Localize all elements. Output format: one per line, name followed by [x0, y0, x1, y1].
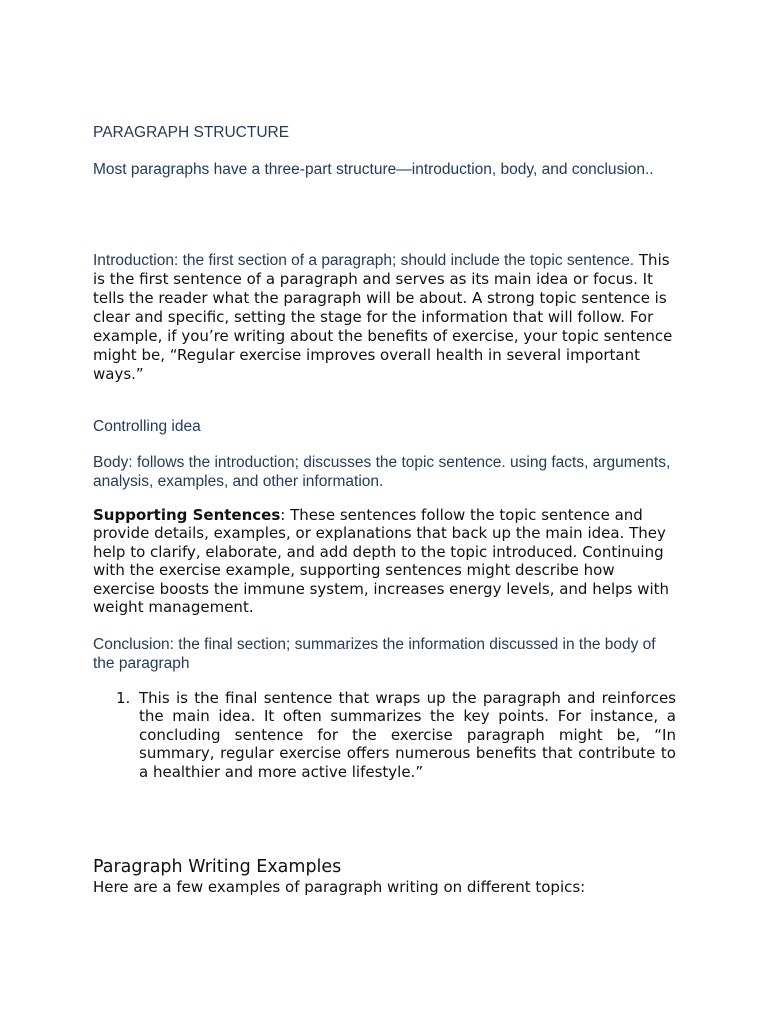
list-item-text: This is the final sentence that wraps up the paragraph and reinforces the main idea. It often summarizes the key points. For instance, a concluding sentence for the exercise paragraph might be, “In summary, regular exercise offers numerous benefits that contribute to a healthier and more active lifestyle.”	[139, 689, 676, 781]
examples-heading: Paragraph Writing Examples	[93, 857, 342, 877]
supporting-paragraph	[93, 506, 678, 616]
supporting-label: Supporting Sentences	[93, 506, 281, 524]
controlling-idea: Controlling idea	[93, 418, 201, 435]
introduction-label: Introduction: the first section of a paragraph; should include the topic sentence.	[93, 252, 635, 269]
list-item	[116, 689, 676, 781]
conclusion-list	[116, 689, 676, 781]
examples-text: Here are a few examples of paragraph writing on different topics:	[93, 878, 586, 896]
introduction-text: This is the first sentence of a paragraph and serves as its main idea or focus. It tells the reader what the paragraph will be about. A strong topic sentence is clear and specific, setting the stage for the information that will follow. For example, if you’re writing about the benefits of exercise, your topic sentence might be, “Regular exercise improves overall health in several important ways.”	[93, 251, 673, 383]
conclusion-paragraph: Conclusion: the final section; summarizes the information discussed in the body of the paragraph	[93, 636, 656, 672]
introduction-paragraph	[93, 251, 678, 384]
list-item-number: 1.	[116, 689, 131, 707]
intro-line: Most paragraphs have a three-part structure—introduction, body, and conclusion..	[93, 161, 654, 178]
supporting-text: : These sentences follow the topic sentence and provide details, examples, or explanations that back up the main idea. They help to clarify, elaborate, and add depth to the topic introduced. Continuing with the exercise example, supporting sentences might describe how exercise boosts the immune system, increases energy levels, and helps with weight management.	[93, 506, 670, 617]
document-title: PARAGRAPH STRUCTURE	[93, 124, 290, 141]
body-paragraph: Body: follows the introduction; discusses the topic sentence. using facts, arguments, analysis, examples, and other information.	[93, 454, 671, 490]
